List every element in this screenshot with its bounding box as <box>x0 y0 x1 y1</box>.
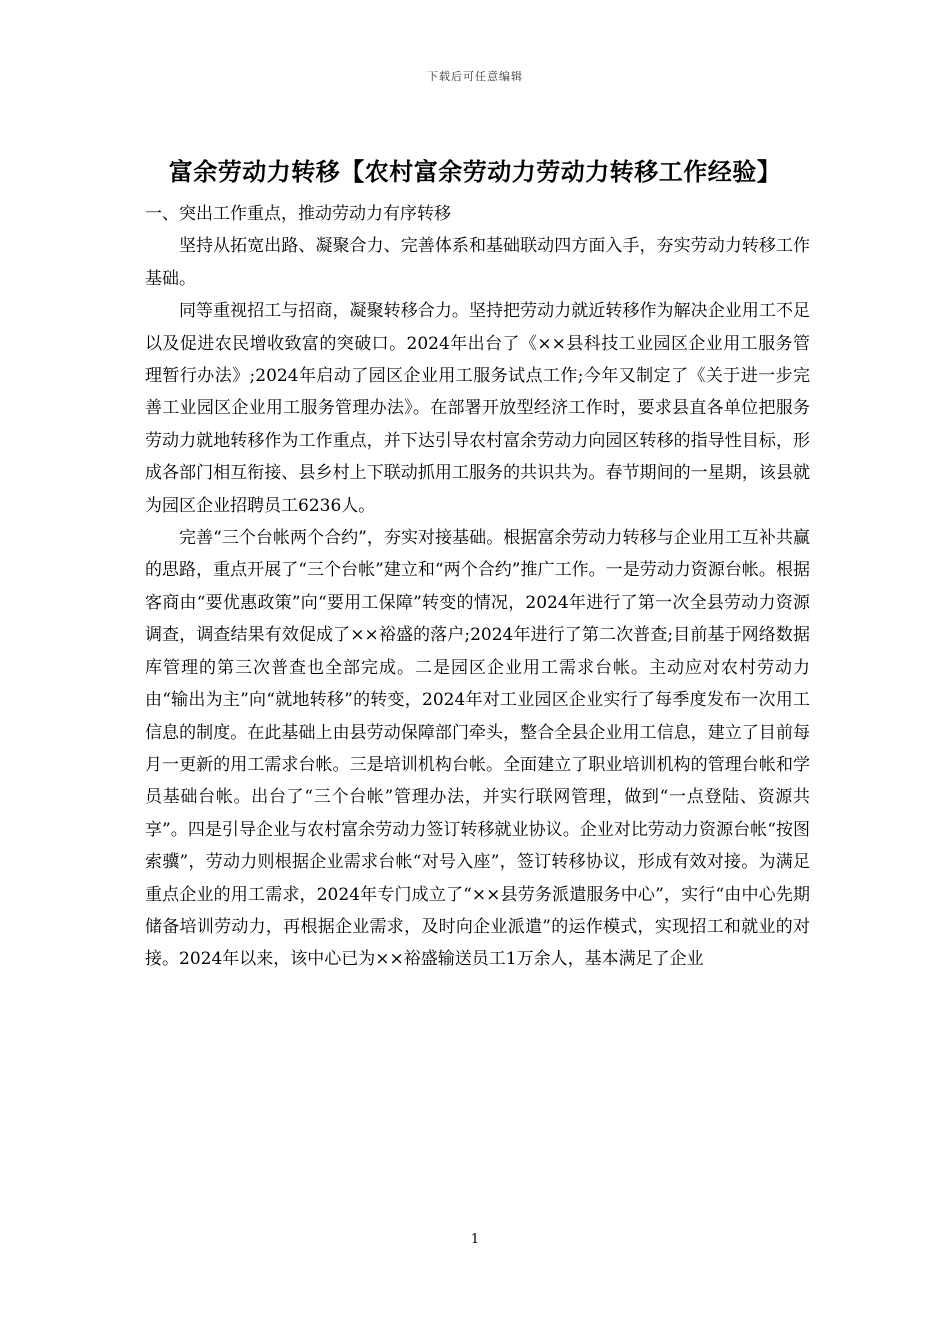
body-paragraph: 同等重视招工与招商，凝聚转移合力。坚持把劳动力就近转移作为解决企业用工不足以及促进农民增收致富的突破口。2024年出台了《××县科技工业园区企业用工服务管理暂行办法》;2024年启动了园区企业用工服务试点工作;今年又制定了《关于进一步完善工业园区企业用工服务管理办法》。在部署开放型经济工作时，要求县直各单位把服务劳动力就地转移作为工作重点，并下达引导农村富余劳动力向园区转移的指导性目标，形成各部门相互衔接、县乡村上下联动抓用工服务的共识共为。春节期间的一星期，该县就为园区企业招聘员工6236人。 <box>145 301 810 516</box>
header-note: 下载后可任意编辑 <box>427 70 523 83</box>
section-heading: 一、突出工作重点，推动劳动力有序转移 <box>145 204 451 224</box>
body-paragraph: 坚持从拓宽出路、凝聚合力、完善体系和基础联动四方面入手，夯实劳动力转移工作基础。 <box>145 236 810 289</box>
page-number: 1 <box>470 1232 480 1247</box>
document-body <box>145 198 810 976</box>
document-title: 富余劳动力转移【农村富余劳动力劳动力转移工作经验】 <box>168 157 782 186</box>
body-paragraph: 完善“三个台帐两个合约”，夯实对接基础。根据富余劳动力转移与企业用工互补共赢的思路，重点开展了“三个台帐”建立和“两个合约”推广工作。一是劳动力资源台帐。根据客商由“要优惠政策”向“要用工保障”转变的情况，2024年进行了第一次全县劳动力资源调查，调查结果有效促成了××裕盛的落户;2024年进行了第二次普查;目前基于网络数据库管理的第三次普查也全部完成。二是园区企业用工需求台帐。主动应对农村劳动力由“输出为主”向“就地转移”的转变，2024年对工业园区企业实行了每季度发布一次用工信息的制度。在此基础上由县劳动保障部门牵头，整合全县企业用工信息，建立了目前每月一更新的用工需求台帐。三是培训机构台帐。全面建立了职业培训机构的管理台帐和学员基础台帐。出台了“三个台帐”管理办法，并实行联网管理，做到“一点登陆、资源共享”。四是引导企业与农村富余劳动力签订转移就业协议。企业对比劳动力资源台帐“按图索骥”，劳动力则根据企业需求台帐“对号入座”，签订转移协议，形成有效对接。为满足重点企业的用工需求，2024年专门成立了“××县劳务派遣服务中心”，实行“由中心先期储备培训劳动力，再根据企业需求，及时向企业派遣”的运作模式，实现招工和就业的对接。2024年以来，该中心已为××裕盛输送员工1万余人，基本满足了企业 <box>145 528 810 970</box>
